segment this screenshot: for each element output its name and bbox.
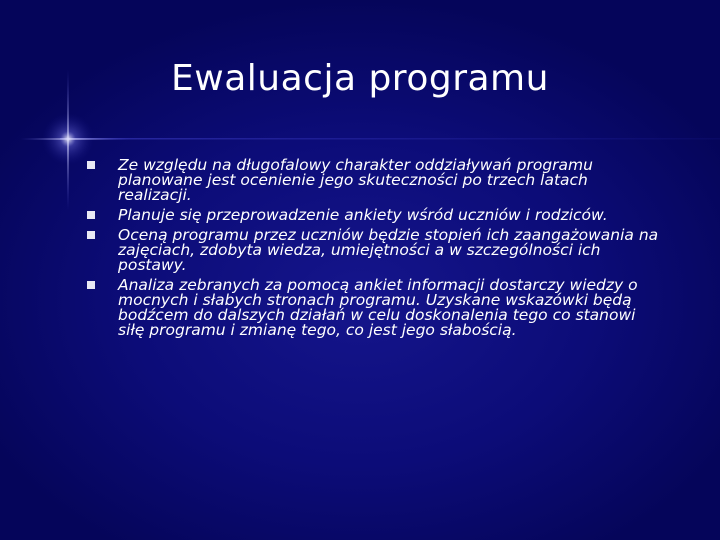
bullet-text: Oceną programu przez uczniów będzie stopień ich zaangażowania na zajęciach, zdobyta wiedza, umiejętności a w szczególności ich postawy. bbox=[118, 226, 659, 274]
square-bullet-icon bbox=[87, 211, 95, 219]
list-item bbox=[86, 228, 666, 273]
square-bullet-icon bbox=[87, 231, 95, 239]
square-bullet-icon bbox=[87, 161, 95, 169]
bullet-text: Ze względu na długofalowy charakter oddziaływań programu planowane jest ocenienie jego skuteczności po trzech latach realizacji. bbox=[118, 156, 593, 204]
bullet-list bbox=[86, 158, 666, 343]
list-item bbox=[86, 278, 666, 338]
bullet-text: Analiza zebranych za pomocą ankiet informacji dostarczy wiedzy o mocnych i słabych stronach programu. Uzyskane wskazówki będą bodźcem do dalszych działań w celu doskonalenia tego co stanowi siłę programu i zmianę tego, co jest jego słabością. bbox=[118, 276, 638, 339]
list-item bbox=[86, 158, 666, 203]
accent-line bbox=[60, 138, 720, 140]
list-item bbox=[86, 208, 666, 223]
square-bullet-icon bbox=[87, 281, 95, 289]
slide-title: Ewaluacja programu bbox=[171, 58, 549, 99]
sparkle-ray-horizontal bbox=[20, 138, 130, 139]
bullet-text: Planuje się przeprowadzenie ankiety wśród uczniów i rodziców. bbox=[118, 206, 608, 224]
